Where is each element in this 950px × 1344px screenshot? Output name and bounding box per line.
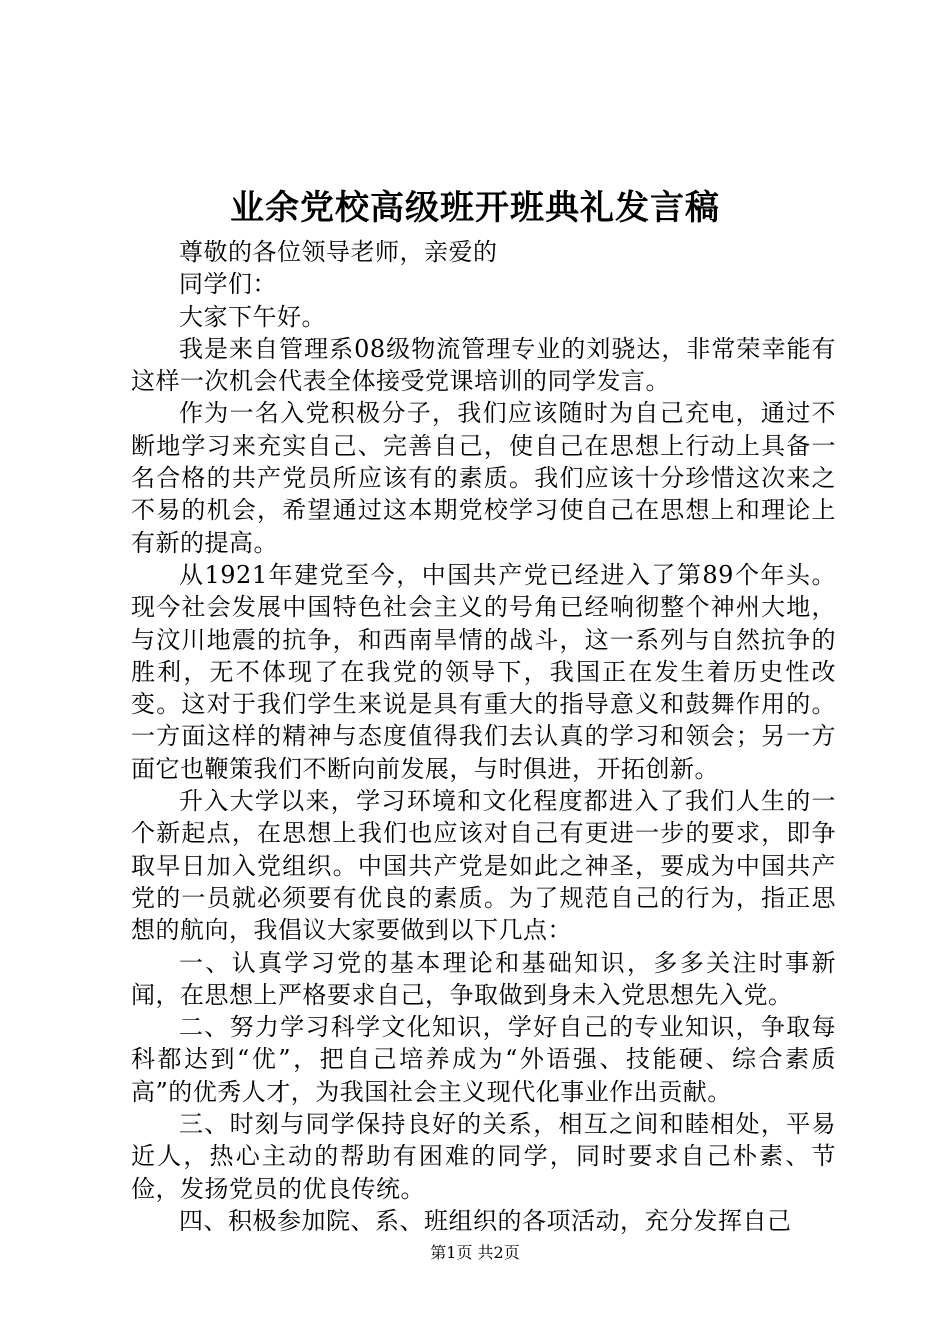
paragraph-point-4: 四、积极参加院、系、班组织的各项活动，充分发挥自己	[179, 1206, 792, 1235]
paragraph-self-intro: 我是来自管理系08级物流管理专业的刘骁达，非常荣幸能有这样一次机会代表全体接受党课培训的同学发言。	[131, 334, 836, 396]
paragraph-point-3: 三、时刻与同学保持良好的关系，相互之间和睦相处，平易近人，热心主动的帮助有困难的同学，同时要求自己朴素、节俭，发扬党员的优良传统。	[131, 1110, 836, 1203]
paragraph-university: 升入大学以来，学习环境和文化程度都进入了我们人生的一个新起点，在思想上我们也应该对自己有更进一步的要求，即争取早日加入党组织。中国共产党是如此之神圣，要成为中国共产党的一员就必须要有优良的素质。为了规范自己的行为，指正思想的航向，我倡议大家要做到以下几点：	[131, 787, 836, 945]
page-number-footer: 第1页 共2页	[430, 1243, 520, 1262]
paragraph-point-2: 二、努力学习科学文化知识，学好自己的专业知识，争取每科都达到“优”，把自己培养成为“外语强、技能硬、综合素质高”的优秀人才，为我国社会主义现代化事业作出贡献。	[131, 1013, 836, 1106]
page-title: 业余党校高级班开班典礼发言稿	[230, 188, 720, 228]
paragraph-point-1: 一、认真学习党的基本理论和基础知识，多多关注时事新闻，在思想上严格要求自己，争取做到身未入党思想先入党。	[131, 948, 836, 1009]
paragraph-activist: 作为一名入党积极分子，我们应该随时为自己充电，通过不断地学习来充实自己、完善自己，使自己在思想上行动上具备一名合格的共产党员所应该有的素质。我们应该十分珍惜这次来之不易的机会，希望通过这本期党校学习使自己在思想上和理论上有新的提高。	[131, 399, 836, 557]
salutation-line-2: 同学们：	[179, 270, 277, 299]
document-body	[131, 236, 836, 1237]
salutation-line-1: 尊敬的各位领导老师，亲爱的	[179, 238, 498, 266]
greeting: 大家下午好。	[179, 302, 326, 331]
paragraph-party-history: 从1921年建党至今，中国共产党已经进入了第89个年头。现今社会发展中国特色社会主义的号角已经响彻整个神州大地，与汶川地震的抗争，和西南旱情的战斗，这一系列与自然抗争的胜利，无不体现了在我党的领导下，我国正在发生着历史性改变。这对于我们学生来说是具有重大的指导意义和鼓舞作用的。一方面这样的精神与态度值得我们去认真的学习和领会；另一方面它也鞭策我们不断向前发展，与时俱进，开拓创新。	[131, 560, 836, 783]
